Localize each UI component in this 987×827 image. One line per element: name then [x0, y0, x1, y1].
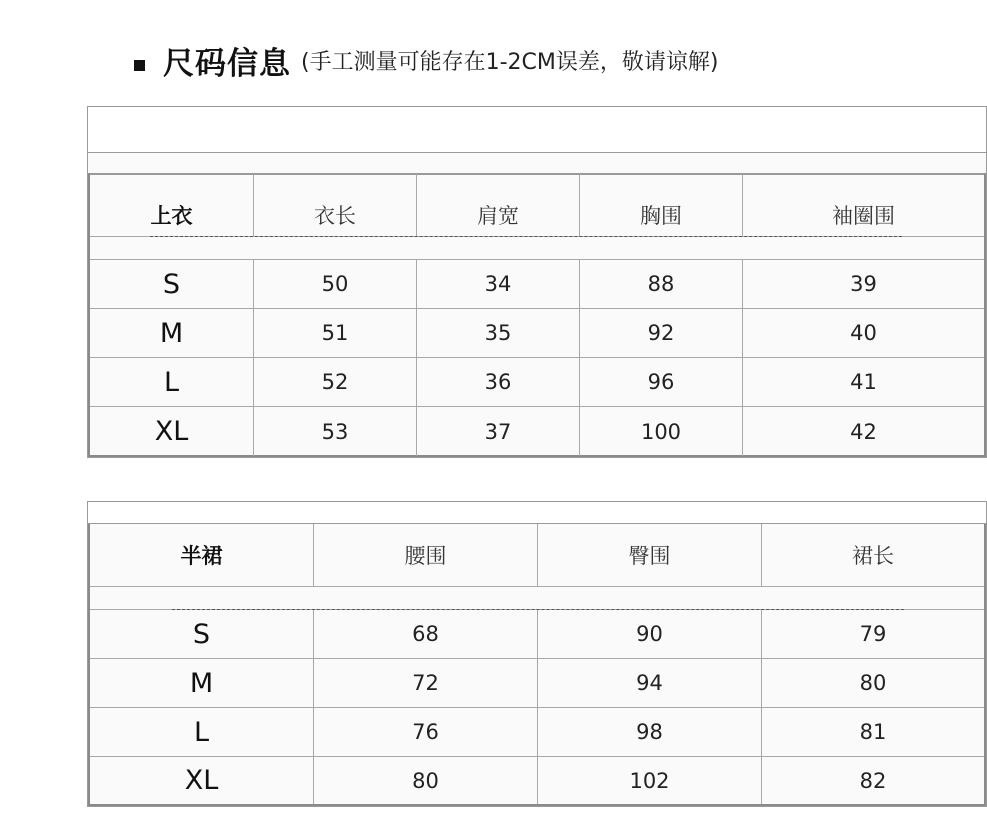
table-cell: 88	[580, 260, 743, 308]
measurement-note: (手工测量可能存在1-2CM误差，敬请谅解)	[301, 49, 719, 75]
table-cell: 53	[254, 407, 417, 456]
table-row	[90, 407, 984, 456]
table-cell: 42	[850, 419, 877, 444]
table-cell: 39	[850, 272, 877, 296]
table-row	[90, 309, 984, 358]
table-cell: 90	[538, 610, 762, 658]
table-cell: 81	[859, 720, 887, 744]
size-label: M	[90, 659, 314, 707]
table-cell: 37	[417, 407, 580, 456]
table-cell: 51	[254, 309, 417, 357]
bottom-table-header-row	[90, 524, 984, 586]
table-cell: 98	[538, 708, 762, 756]
table-row	[90, 610, 984, 659]
table-cell: 100	[580, 407, 743, 456]
section-heading	[134, 36, 718, 84]
header-cell: 衣长	[254, 174, 417, 236]
size-label: XL	[90, 757, 314, 804]
top-table-header-row	[90, 174, 984, 236]
table-cell: 36	[417, 358, 580, 406]
top-table-blank-band	[88, 107, 986, 153]
table-cell: 82	[859, 768, 887, 793]
table-cell: 76	[314, 708, 538, 756]
table-row	[90, 659, 984, 708]
bottom-table-blank-band	[88, 502, 986, 524]
table-cell: 94	[538, 659, 762, 707]
header-cell: 上衣	[90, 174, 254, 236]
table-row	[90, 757, 984, 804]
table-cell: 41	[850, 370, 877, 394]
size-label: L	[90, 708, 314, 756]
table-cell: 68	[314, 610, 538, 658]
table-cell: 80	[314, 757, 538, 804]
size-label: L	[90, 358, 254, 406]
table-row	[90, 260, 984, 309]
table-cell: 40	[850, 321, 877, 345]
table-cell: 96	[580, 358, 743, 406]
table-cell: 72	[314, 659, 538, 707]
table-cell: 52	[254, 358, 417, 406]
top-size-table-frame	[87, 106, 987, 458]
header-cell: 腰围	[314, 524, 538, 586]
top-size-table	[88, 173, 986, 457]
top-table-spacer	[88, 153, 986, 175]
header-cell: 臀围	[538, 524, 762, 586]
size-label: S	[90, 610, 314, 658]
top-table-gap-row	[90, 236, 984, 260]
table-cell: 79	[859, 622, 887, 646]
header-cell: 胸围	[580, 174, 743, 236]
header-cell: 袖圈围	[832, 204, 895, 228]
table-cell: 92	[580, 309, 743, 357]
header-cell: 肩宽	[417, 174, 580, 236]
header-cell: 裙长	[852, 544, 894, 568]
table-cell: 35	[417, 309, 580, 357]
table-cell: 80	[859, 671, 887, 695]
header-cell: 半裙	[90, 524, 314, 586]
bottom-size-table-frame	[87, 501, 987, 807]
table-row	[90, 358, 984, 407]
bottom-size-table	[88, 524, 986, 806]
table-cell: 102	[538, 757, 762, 804]
size-label: XL	[90, 407, 254, 456]
table-cell: 50	[254, 260, 417, 308]
bottom-table-gap-row	[90, 586, 984, 610]
table-row	[90, 708, 984, 757]
page-title: 尺码信息	[163, 45, 291, 82]
dashed-divider	[150, 236, 902, 237]
size-label: M	[90, 309, 254, 357]
size-label: S	[90, 260, 254, 308]
table-cell: 34	[417, 260, 580, 308]
square-bullet-icon	[134, 60, 145, 71]
